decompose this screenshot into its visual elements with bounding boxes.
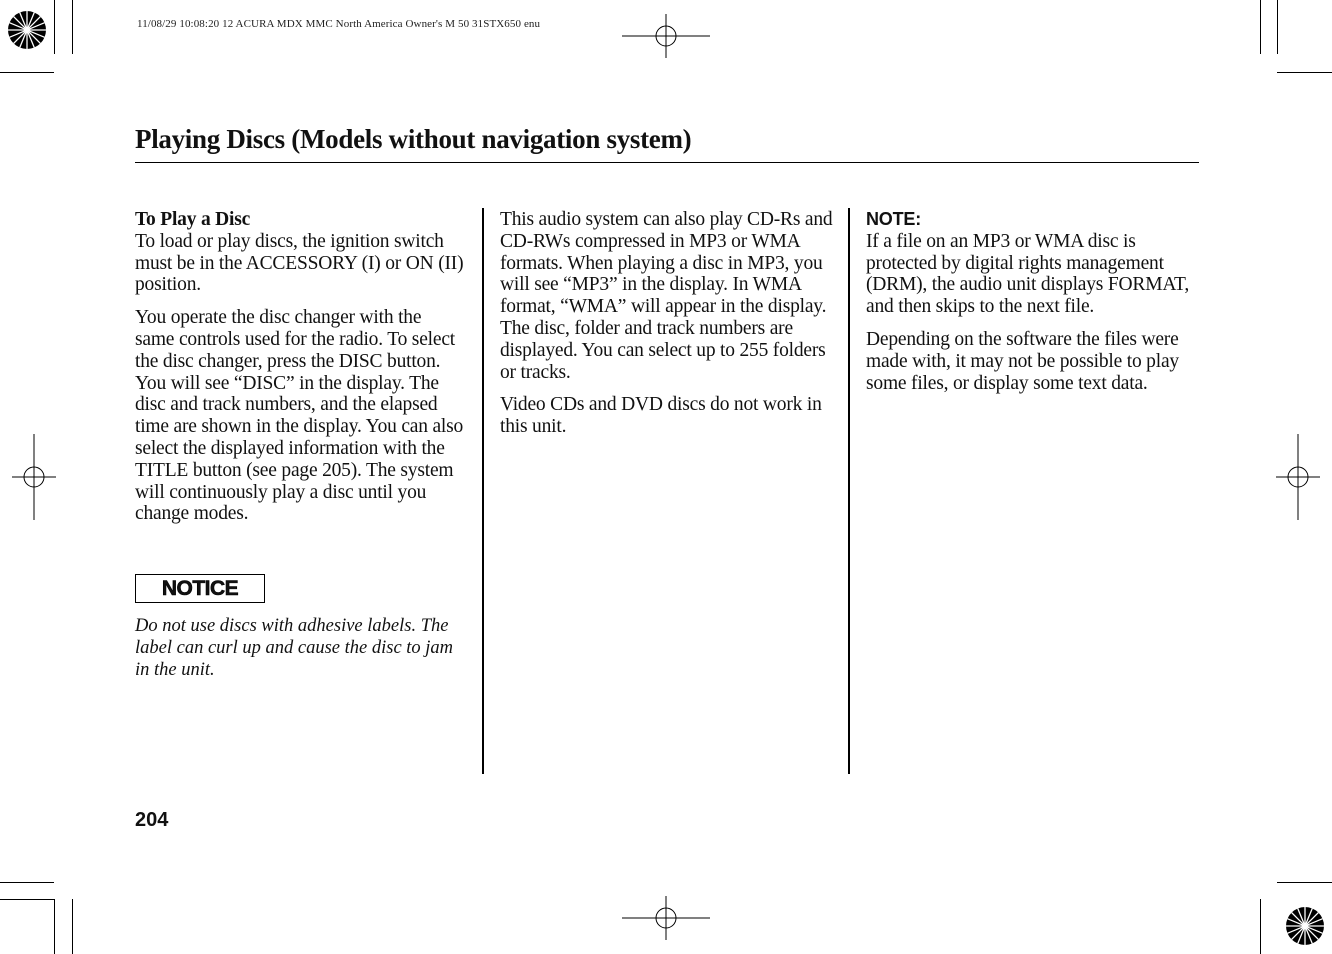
paragraph: You operate the disc changer with the same controls used for the radio. To select the disc changer, press the DISC button. You will see “DISC” in the display. The disc and track numbers, and the elapsed time are shown in the display. You can also select the displayed information with the TITLE button (see page 205). The system will continuously play a disc until you change modes. <box>135 307 464 525</box>
column-2 <box>500 209 835 449</box>
crosshair-circle-icon <box>1276 434 1320 520</box>
crosshair-circle-icon <box>12 434 56 520</box>
column-divider <box>848 208 850 774</box>
crop-mark <box>1277 882 1332 883</box>
notice-label: NOTICE <box>161 576 239 600</box>
print-info: 11/08/29 10:08:20 12 ACURA MDX MMC North America Owner's M 50 31STX650 enu <box>137 18 541 30</box>
paragraph: This audio system can also play CD-Rs and CD-RWs compressed in MP3 or WMA formats. When playing a disc in MP3, you will see “MP3” in the display. In WMA format, “WMA” will appear in the display. The disc, folder and track numbers are displayed. You can select up to 255 folders or tracks. <box>500 209 833 383</box>
note-label: NOTE: <box>866 209 921 229</box>
crop-mark <box>0 899 54 900</box>
paragraph: If a file on an MP3 or WMA disc is protected by digital rights management (DRM), the audio unit displays FORMAT, and then skips to the next file. <box>866 230 1189 318</box>
crop-mark <box>0 72 54 73</box>
paragraph: Video CDs and DVD discs do not work in this unit. <box>500 394 822 438</box>
crop-mark <box>54 0 55 54</box>
column-3 <box>866 209 1201 405</box>
crop-mark <box>0 882 54 883</box>
crop-mark <box>1277 0 1278 54</box>
crop-mark <box>1260 0 1261 54</box>
section-heading: To Play a Disc <box>135 209 251 230</box>
crosshair-circle-icon <box>622 14 710 58</box>
title-rule <box>135 162 1199 163</box>
sunburst-target-icon <box>6 9 48 51</box>
column-1 <box>135 209 465 536</box>
paragraph: To load or play discs, the ignition switch must be in the ACCESSORY (I) or ON (II) position. <box>135 230 464 296</box>
crop-mark <box>72 899 73 954</box>
notice-text: Do not use discs with adhesive labels. The label can curl up and cause the disc to jam in the unit. <box>135 616 454 680</box>
column-divider <box>482 208 484 774</box>
paragraph: Depending on the software the files were made with, it may not be possible to play some files, or display some text data. <box>866 328 1179 394</box>
crop-mark <box>72 0 73 54</box>
crosshair-circle-icon <box>622 896 710 940</box>
sunburst-target-icon <box>1284 905 1326 947</box>
crop-mark <box>1260 899 1261 954</box>
page-number: 204 <box>135 809 169 831</box>
page-title: Playing Discs (Models without navigation system) <box>135 124 692 154</box>
crop-mark <box>54 899 55 954</box>
crop-mark <box>1277 72 1332 73</box>
notice-box <box>135 574 265 603</box>
